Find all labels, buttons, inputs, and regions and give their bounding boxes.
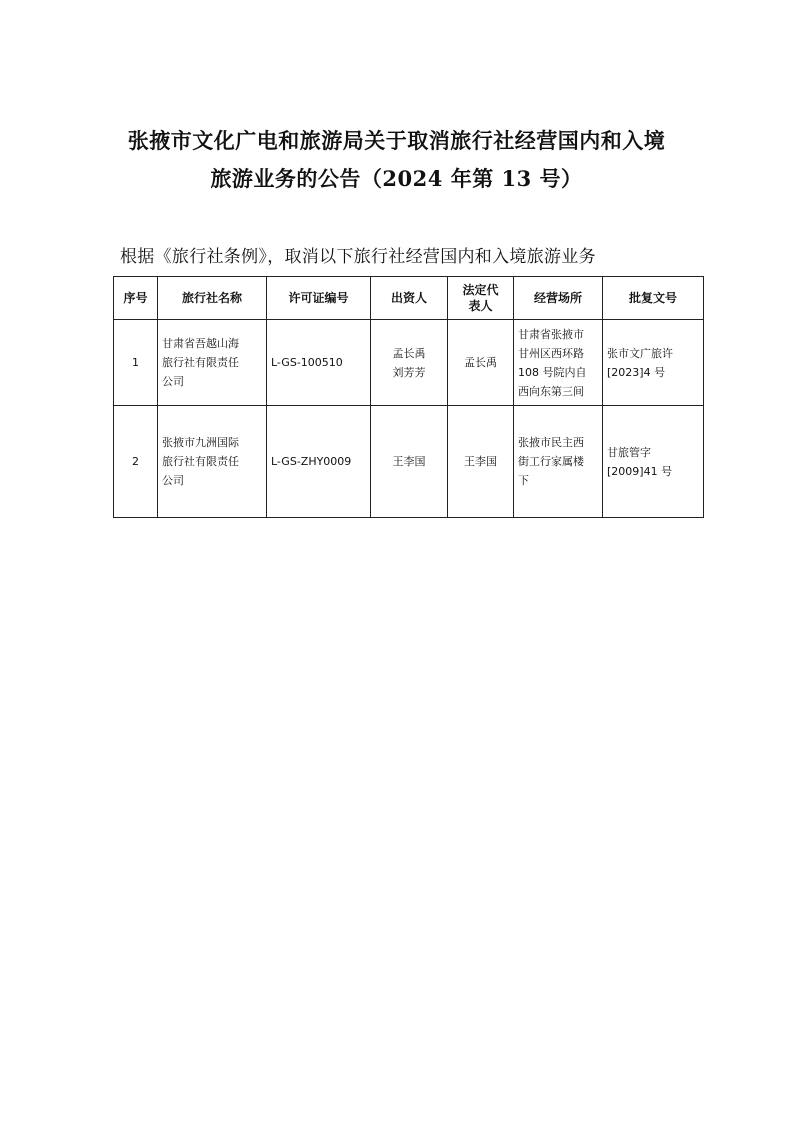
header-license-no: 许可证编号 [267,277,371,320]
header-approval-no: 批复文号 [603,277,704,320]
page-title-line-2: 旅游业务的公告（2024 年第 13 号） [210,166,583,191]
header-legal-rep: 法定代 表人 [448,277,514,320]
agency-table [113,276,704,518]
cell-license-no: L-GS-ZHY0009 [267,406,371,518]
cell-legal-rep: 孟长禹 [448,320,514,406]
table-row [114,320,704,406]
header-address: 经营场所 [514,277,603,320]
table-header-row [114,277,704,320]
cell-no: 2 [114,406,158,518]
cell-agency-name: 甘肃省吾越山海 旅行社有限责任 公司 [158,320,267,406]
intro-paragraph: 根据《旅行社条例》，取消以下旅行社经营国内和入境旅游业务 [120,247,596,267]
cell-investor: 王李国 [371,406,448,518]
header-investor: 出资人 [371,277,448,320]
table-row [114,406,704,518]
cell-address: 甘肃省张掖市 甘州区西环路 108 号院内自 西向东第三间 [514,320,603,406]
cell-legal-rep: 王李国 [448,406,514,518]
cell-approval-no: 甘旅管字 [2009]41 号 [603,406,704,518]
cell-agency-name: 张掖市九洲国际 旅行社有限责任 公司 [158,406,267,518]
header-agency-name: 旅行社名称 [158,277,267,320]
cell-address: 张掖市民主西 街工行家属楼 下 [514,406,603,518]
cell-license-no: L-GS-100510 [267,320,371,406]
header-no: 序号 [114,277,158,320]
cell-investor: 孟长禹 刘芳芳 [371,320,448,406]
cell-no: 1 [114,320,158,406]
cell-approval-no: 张市文广旅许 [2023]4 号 [603,320,704,406]
page-title-line-1: 张掖市文化广电和旅游局关于取消旅行社经营国内和入境 [127,128,666,153]
